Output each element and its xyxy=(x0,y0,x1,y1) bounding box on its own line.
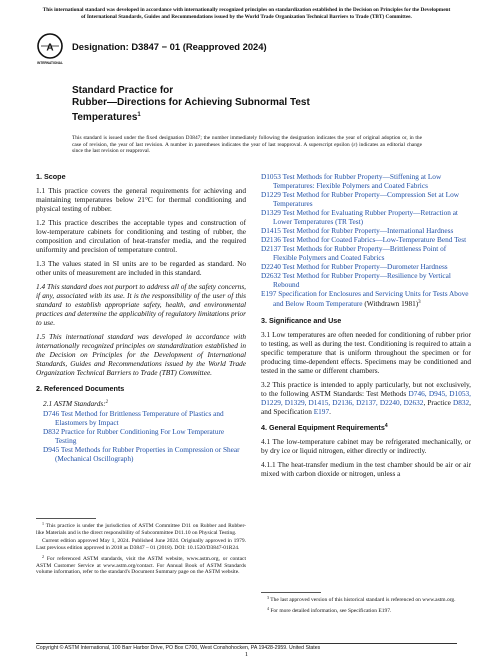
section-significance-heading: 3. Significance and Use xyxy=(261,316,342,325)
footnote-1: $^1$ This practice is under the jurisdiction of ASTM Committee D11 on Rubber and Rubber-like Materials and is the direct responsibility of Subcommittee D11.10 on Physical Testing. xyxy=(36,521,246,536)
title-footnote-mark: 1 xyxy=(137,112,141,118)
reference-list-right xyxy=(261,172,471,308)
reference-item[interactable]: D832 Practice for Rubber Conditioning For Low Temperature Testing xyxy=(43,427,225,445)
reference-item[interactable]: E197 Specification for Enclosures and Servicing Units for Tests Above and Below Room Temperature (Withdrawn 1981)$^3$ xyxy=(261,289,469,308)
reference-list-left xyxy=(36,409,246,463)
copyright-line: Copyright © ASTM International, 100 Barr Harbor Drive, PO Box C700, West Conshohocken, PA 19428-2959. United States xyxy=(36,645,321,651)
title-line-2: Rubber—Directions for Achieving Subnormal Test xyxy=(72,97,310,108)
e197-link[interactable]: E197 xyxy=(313,407,330,416)
reference-item[interactable]: D746 Test Method for Brittleness Temperature of Plastics and Elastomers by Impact xyxy=(43,409,224,427)
para-4-1-1: 4.1.1 The heat-transfer medium in the test chamber should be air or air mixed with carbon dioxide or nitrogen, unless a xyxy=(261,460,471,478)
logo-text: INTERNATIONAL xyxy=(37,61,63,65)
issuance-note: This standard is issued under the fixed designation D3847; the number immediately following the designation indicates the year of original adoption or, in the case of revision, the year of last revision. A number in parentheses indicates the year of last reapproval. A superscript epsilon (ε) indicates an editorial change since the last revision or reapproval. xyxy=(72,135,422,155)
reference-item[interactable]: D2136 Test Method for Coated Fabrics—Low-Temperature Bend Test xyxy=(261,235,467,244)
para-3-1: 3.1 Low temperatures are often needed for conditioning of rubber prior to testing, as well as during the test. Conditioning is required to attain a specific temperature that is uniform throughout the specimen or for producing time-dependent effects. Specimens may be conditioned and tested in the same or different chambers. xyxy=(261,330,471,375)
bottom-rule xyxy=(36,643,457,644)
astm-logo-icon xyxy=(36,31,64,67)
tbt-notice: This international standard was developed in accordance with internationally recognized principles on standardization established in the Decision on Principles for the Development of International Standards, Guides and Recommendations issued by the World Trade Organization Technical Barriers to Trade (TBT) Committee. xyxy=(42,7,451,20)
standard-title xyxy=(72,85,402,124)
title-line-1: Standard Practice for xyxy=(72,85,174,96)
para-1-1: 1.1 This practice covers the general requirements for achieving and maintaining temperatures below 21°C for thermal conditioning and physical testing of rubber. xyxy=(36,186,246,213)
reference-item[interactable]: D2240 Test Method for Rubber Property—Durometer Hardness xyxy=(261,262,448,271)
reference-item[interactable]: D2632 Test Method for Rubber Property—Resilience by Vertical Rebound xyxy=(261,271,451,289)
svg-text:A: A xyxy=(46,42,54,54)
title-line-3: Temperatures xyxy=(72,112,138,123)
footnote-3: $^3$ The last approved version of this historical standard is referenced on www.astm.org. xyxy=(267,595,456,603)
astm-standards-intro: 2.1 ASTM Standards:$^2$ xyxy=(43,399,109,408)
page-number: 1 xyxy=(244,651,249,658)
para-1-2: 1.2 This practice describes the acceptable types and construction of low-temperature cabinets for conditioning and testing of rubber, the composition and circulation of heat-transfer media, and the required uniformity and precision of temperature control. xyxy=(36,218,246,254)
para-1-5: 1.5 This international standard was developed in accordance with internationally recognized principles on standardization established in the Decision on Principles for the Development of International Standards, Guides and Recommendations issued by the World Trade Organization Technical Barriers to Trade (TBT) Committee. xyxy=(36,332,246,377)
section-scope-heading: 1. Scope xyxy=(36,172,66,181)
footnote-rule-left xyxy=(36,518,96,519)
footnotes-left xyxy=(36,521,246,578)
reference-item[interactable]: D1053 Test Methods for Rubber Property—Stiffening at Low Temperatures: Flexible Polymers and Coated Fabrics xyxy=(261,172,442,190)
left-column xyxy=(36,172,246,463)
footnote-1-edition: Current edition approved May 1, 2024. Published June 2024. Originally approved in 1979. Last previous edition approved in 2018 as D3847 – 01 (2018). DOI: 10.1520/D3847-01R24. xyxy=(36,538,246,552)
footnote-4: $^4$ For more detailed information, see Specification E197. xyxy=(267,605,392,614)
standards-link-list[interactable]: D746, D945, D1053, D1229, D1329, D1415, D2136, D2137, D2240, D2632 xyxy=(261,389,471,407)
reference-item[interactable]: D1415 Test Method for Rubber Property—International Hardness xyxy=(261,226,454,235)
reference-item[interactable]: D945 Test Methods for Rubber Properties in Compression or Shear (Mechanical Oscillograph) xyxy=(43,445,240,463)
section-referenced-heading: 2. Referenced Documents xyxy=(36,384,125,393)
para-1-4: 1.4 This standard does not purport to address all of the safety concerns, if any, associated with its use. It is the responsibility of the user of this standard to establish appropriate safety, health, and environmental practices and determine the applicability of regulatory limitations prior to use. xyxy=(36,282,246,327)
d832-link[interactable]: D832 xyxy=(452,398,470,407)
right-column xyxy=(261,172,471,483)
footnote-2: $^2$ For referenced ASTM standards, visit the ASTM website, www.astm.org, or contact ASTM Customer Service at www.astm.org/contact. For Annual Book of ASTM Standards volume information, refer to the standard's Document Summary page on the ASTM website. xyxy=(36,553,247,576)
reference-item[interactable]: D2137 Test Methods for Rubber Property—Brittleness Point of Flexible Polymers and Coated Fabrics xyxy=(261,244,447,262)
para-1-3: 1.3 The values stated in SI units are to be regarded as standard. No other units of measurement are included in this standard. xyxy=(36,259,246,277)
reference-item[interactable]: D1229 Test Method for Rubber Property—Compression Set at Low Temperatures xyxy=(261,190,459,208)
reference-item[interactable]: D1329 Test Method for Evaluating Rubber Property—Retraction at Lower Temperatures (TR Test) xyxy=(261,208,458,226)
footnotes-right xyxy=(261,595,471,616)
para-4-1: 4.1 The low-temperature cabinet may be refrigerated mechanically, or by dry ice or liquid nitrogen, either directly or indirectly. xyxy=(261,437,471,455)
designation: Designation: D3847 − 01 (Reapproved 2024) xyxy=(72,41,267,52)
para-3-2: 3.2 This practice is intended to apply particularly, but not exclusively, to the following ASTM Standards: Test Methods D746, D945, D1053, D1229, D1329, D1415, D2136, D2137, D2240, D2632, Practice D832, and Specification E197. xyxy=(261,380,471,416)
section-general-equipment-heading: 4. General Equipment Requirements$^4$ xyxy=(261,423,388,432)
footnote-rule-right xyxy=(261,592,321,593)
